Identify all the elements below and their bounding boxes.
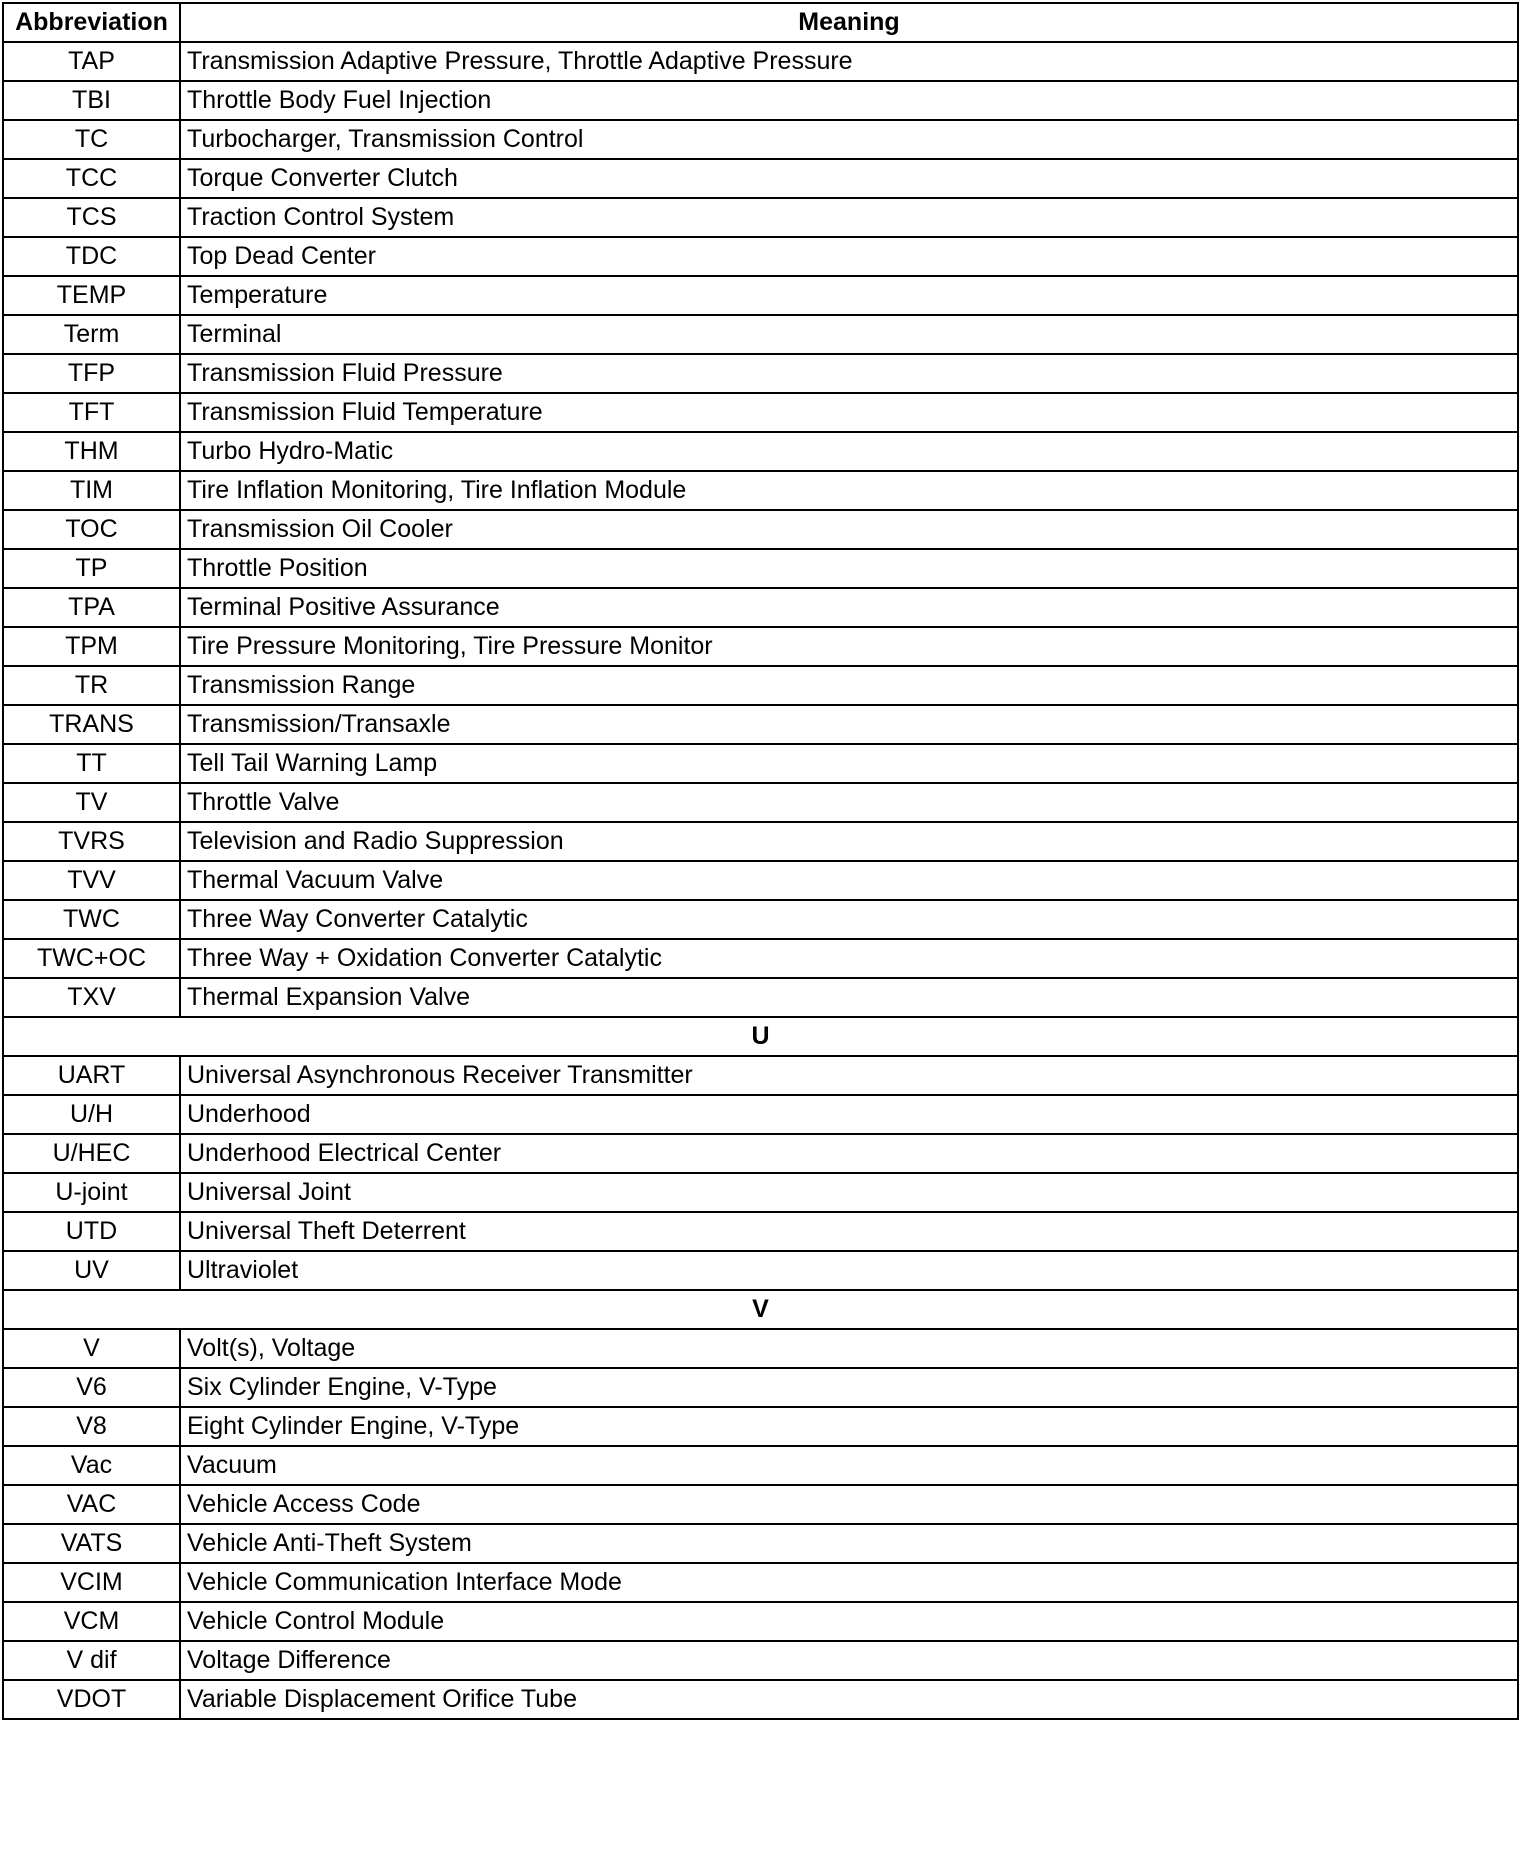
table-row bbox=[3, 666, 1518, 705]
meaning-cell: Transmission Range bbox=[180, 666, 1518, 705]
abbreviation-cell: UV bbox=[3, 1251, 180, 1290]
meaning-cell: Thermal Expansion Valve bbox=[180, 978, 1518, 1017]
table-row bbox=[3, 237, 1518, 276]
abbreviation-header: Abbreviation bbox=[3, 3, 180, 42]
abbreviation-cell: UTD bbox=[3, 1212, 180, 1251]
meaning-cell: Voltage Difference bbox=[180, 1641, 1518, 1680]
table-row bbox=[3, 822, 1518, 861]
meaning-cell: Vacuum bbox=[180, 1446, 1518, 1485]
meaning-cell: Vehicle Communication Interface Mode bbox=[180, 1563, 1518, 1602]
table-row bbox=[3, 1251, 1518, 1290]
abbreviation-cell: TC bbox=[3, 120, 180, 159]
table-row bbox=[3, 471, 1518, 510]
meaning-cell: Turbocharger, Transmission Control bbox=[180, 120, 1518, 159]
abbreviation-cell: VATS bbox=[3, 1524, 180, 1563]
abbreviation-cell: TCC bbox=[3, 159, 180, 198]
abbreviation-cell: TFP bbox=[3, 354, 180, 393]
abbreviation-cell: TV bbox=[3, 783, 180, 822]
meaning-cell: Three Way + Oxidation Converter Catalytic bbox=[180, 939, 1518, 978]
abbreviation-cell: TOC bbox=[3, 510, 180, 549]
abbreviation-cell: V6 bbox=[3, 1368, 180, 1407]
abbreviation-cell: TP bbox=[3, 549, 180, 588]
header-row bbox=[3, 3, 1518, 42]
abbreviation-cell: TRANS bbox=[3, 705, 180, 744]
abbreviation-cell: Vac bbox=[3, 1446, 180, 1485]
table-row bbox=[3, 1446, 1518, 1485]
abbreviation-cell: TCS bbox=[3, 198, 180, 237]
table-row bbox=[3, 1212, 1518, 1251]
abbreviation-cell: U-joint bbox=[3, 1173, 180, 1212]
meaning-cell: Television and Radio Suppression bbox=[180, 822, 1518, 861]
abbreviation-cell: THM bbox=[3, 432, 180, 471]
abbreviation-cell: TWC bbox=[3, 900, 180, 939]
table-row bbox=[3, 120, 1518, 159]
meaning-cell: Tire Inflation Monitoring, Tire Inflation Module bbox=[180, 471, 1518, 510]
table-row bbox=[3, 783, 1518, 822]
table-row bbox=[3, 159, 1518, 198]
meaning-cell: Terminal bbox=[180, 315, 1518, 354]
abbreviation-cell: TFT bbox=[3, 393, 180, 432]
table-row bbox=[3, 1407, 1518, 1446]
table-row bbox=[3, 588, 1518, 627]
meaning-cell: Terminal Positive Assurance bbox=[180, 588, 1518, 627]
abbreviation-cell: TR bbox=[3, 666, 180, 705]
section-row bbox=[3, 1017, 1518, 1056]
abbreviation-cell: V bbox=[3, 1329, 180, 1368]
table-row bbox=[3, 1368, 1518, 1407]
abbreviation-cell: U/HEC bbox=[3, 1134, 180, 1173]
table-row bbox=[3, 705, 1518, 744]
abbreviation-cell: V dif bbox=[3, 1641, 180, 1680]
table-row bbox=[3, 1524, 1518, 1563]
meaning-cell: Transmission Oil Cooler bbox=[180, 510, 1518, 549]
table-row bbox=[3, 1056, 1518, 1095]
abbreviation-table bbox=[2, 2, 1519, 1720]
meaning-cell: Tell Tail Warning Lamp bbox=[180, 744, 1518, 783]
abbreviation-cell: TVV bbox=[3, 861, 180, 900]
meaning-cell: Underhood Electrical Center bbox=[180, 1134, 1518, 1173]
abbreviation-cell: TVRS bbox=[3, 822, 180, 861]
abbreviation-cell: TBI bbox=[3, 81, 180, 120]
abbreviation-cell: TPA bbox=[3, 588, 180, 627]
meaning-cell: Temperature bbox=[180, 276, 1518, 315]
table-row bbox=[3, 1329, 1518, 1368]
abbreviation-cell: UART bbox=[3, 1056, 180, 1095]
table-row bbox=[3, 939, 1518, 978]
meaning-cell: Three Way Converter Catalytic bbox=[180, 900, 1518, 939]
abbreviation-cell: TIM bbox=[3, 471, 180, 510]
table-row bbox=[3, 276, 1518, 315]
abbreviation-cell: TAP bbox=[3, 42, 180, 81]
abbreviation-cell: TWC+OC bbox=[3, 939, 180, 978]
meaning-cell: Vehicle Anti-Theft System bbox=[180, 1524, 1518, 1563]
abbreviation-cell: VCIM bbox=[3, 1563, 180, 1602]
abbreviation-cell: VDOT bbox=[3, 1680, 180, 1719]
meaning-cell: Transmission Adaptive Pressure, Throttle Adaptive Pressure bbox=[180, 42, 1518, 81]
meaning-cell: Tire Pressure Monitoring, Tire Pressure Monitor bbox=[180, 627, 1518, 666]
section-row bbox=[3, 1290, 1518, 1329]
table-row bbox=[3, 1563, 1518, 1602]
meaning-cell: Thermal Vacuum Valve bbox=[180, 861, 1518, 900]
meaning-cell: Throttle Body Fuel Injection bbox=[180, 81, 1518, 120]
table-row bbox=[3, 1485, 1518, 1524]
table-row bbox=[3, 42, 1518, 81]
section-heading: V bbox=[3, 1290, 1518, 1329]
meaning-header: Meaning bbox=[180, 3, 1518, 42]
meaning-cell: Throttle Position bbox=[180, 549, 1518, 588]
table-row bbox=[3, 549, 1518, 588]
table-row bbox=[3, 198, 1518, 237]
abbreviation-cell: U/H bbox=[3, 1095, 180, 1134]
abbreviation-cell: Term bbox=[3, 315, 180, 354]
meaning-cell: Turbo Hydro-Matic bbox=[180, 432, 1518, 471]
meaning-cell: Top Dead Center bbox=[180, 237, 1518, 276]
table-row bbox=[3, 393, 1518, 432]
meaning-cell: Throttle Valve bbox=[180, 783, 1518, 822]
table-body bbox=[3, 42, 1518, 1719]
table-row bbox=[3, 978, 1518, 1017]
meaning-cell: Eight Cylinder Engine, V-Type bbox=[180, 1407, 1518, 1446]
table-row bbox=[3, 861, 1518, 900]
abbreviation-cell: TT bbox=[3, 744, 180, 783]
abbreviation-cell: TPM bbox=[3, 627, 180, 666]
abbreviation-cell: TDC bbox=[3, 237, 180, 276]
table-row bbox=[3, 81, 1518, 120]
meaning-cell: Transmission/Transaxle bbox=[180, 705, 1518, 744]
meaning-cell: Variable Displacement Orifice Tube bbox=[180, 1680, 1518, 1719]
table-row bbox=[3, 354, 1518, 393]
meaning-cell: Traction Control System bbox=[180, 198, 1518, 237]
table-row bbox=[3, 900, 1518, 939]
meaning-cell: Volt(s), Voltage bbox=[180, 1329, 1518, 1368]
table-row bbox=[3, 315, 1518, 354]
table-row bbox=[3, 1173, 1518, 1212]
abbreviation-cell: TEMP bbox=[3, 276, 180, 315]
table-row bbox=[3, 1602, 1518, 1641]
table-row bbox=[3, 1134, 1518, 1173]
table-row bbox=[3, 1680, 1518, 1719]
section-heading: U bbox=[3, 1017, 1518, 1056]
meaning-cell: Universal Joint bbox=[180, 1173, 1518, 1212]
abbreviation-cell: VAC bbox=[3, 1485, 180, 1524]
meaning-cell: Vehicle Control Module bbox=[180, 1602, 1518, 1641]
meaning-cell: Ultraviolet bbox=[180, 1251, 1518, 1290]
meaning-cell: Universal Theft Deterrent bbox=[180, 1212, 1518, 1251]
table-row bbox=[3, 1095, 1518, 1134]
table-row bbox=[3, 627, 1518, 666]
abbreviation-cell: TXV bbox=[3, 978, 180, 1017]
meaning-cell: Vehicle Access Code bbox=[180, 1485, 1518, 1524]
meaning-cell: Transmission Fluid Pressure bbox=[180, 354, 1518, 393]
table-row bbox=[3, 1641, 1518, 1680]
table-row bbox=[3, 510, 1518, 549]
meaning-cell: Torque Converter Clutch bbox=[180, 159, 1518, 198]
table-row bbox=[3, 432, 1518, 471]
meaning-cell: Six Cylinder Engine, V-Type bbox=[180, 1368, 1518, 1407]
abbreviation-cell: VCM bbox=[3, 1602, 180, 1641]
meaning-cell: Underhood bbox=[180, 1095, 1518, 1134]
abbreviation-cell: V8 bbox=[3, 1407, 180, 1446]
meaning-cell: Universal Asynchronous Receiver Transmitter bbox=[180, 1056, 1518, 1095]
meaning-cell: Transmission Fluid Temperature bbox=[180, 393, 1518, 432]
table-row bbox=[3, 744, 1518, 783]
